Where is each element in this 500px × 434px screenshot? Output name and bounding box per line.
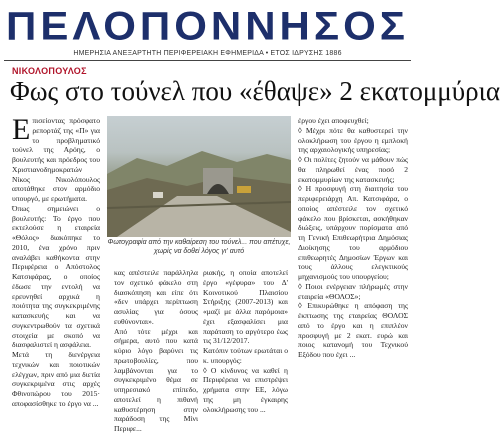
paragraph: Από τότε μέχρι και σήμερα, αυτό που κατά κύριο λόγο βαρύνει τις πρωτοβουλίες, που λαμβάνονται για το συγκεκριμένο θέμα σε υπηρεσιακό επίπεδο, αποτελεί η πιθανή καθυστέρηση στην παράδοση της Μίνι Περιφε... (114, 326, 198, 433)
paragraph: ριακής, η οποία αποτελεί έργο «γέφυρα» του Δ' Κοινοτικού Πλαισίου Στήριξης (2007-2013) και «μαζί με άλλα παρόμοια» έχει εξασφαλίσει μια παράταση το αργότερο έως τις 31/12/2017. (203, 268, 288, 346)
tunnel-construction-photo (107, 116, 291, 237)
article-column-2 (114, 268, 198, 433)
paragraph: Όπως σημειώνει ο βουλευτής: Το έργο που εκτελούσε η εταιρεία «Θόλος» διακόπηκε το 2010, ένα χρόνο πριν αναλάβει καθήκοντα στην Περιφέρεια ο Απόστολος Κατσιφάρας, ο οποίος έδωσε την εντολή να ερευνηθεί αρχικά η ποιότητα της συγκεκριμένης κατασκευής και να συγκεντρωθούν τα σχετικά στοιχεία με σκοπό να διασφαλιστεί η ασφάλεια. (12, 203, 100, 350)
photo-caption: Φωτογραφία από την καθαίρεση του τούνελ... που απέτυχε, χωρίς να δοθεί λόγος γι' αυτό (107, 239, 291, 255)
paragraph: έργου έχει αποφευχθεί; (298, 116, 369, 125)
article-author: ΝΙΚΟΛΟΠΟΥΛΟΣ (12, 66, 87, 76)
question-item: ◊ Ποιοι ενέργειαν πλήρωμές στην εταιρεία «ΘΟΛΟΣ»; (298, 281, 408, 301)
masthead-title: ΠΕΛΟΠΟΝΝΗΣΟΣ (6, 3, 409, 48)
paragraph: πισείοντας πρόσφατο ρεπορτάζ της «Π» για το προβληματικό τούνελ της Αρόης, ο βουλευτής και πρόεδρος του Χριστιανοδημοκρατών Νίκος Νικολόπουλος αποτάθηκε στον αρμόδιο υπουργό, με ερωτήματα. (12, 116, 100, 203)
paragraph: Κατόπιν τούτων ερωτάται ο κ. υπουργός: (203, 346, 289, 365)
paragraph: Μετά τη διενέργεια τεχνικών και ποιοτικών ελέγχων, πριν από μια διετία συγκεκριμένα στις αρχές Φθινοπώρου του 2015· αποφασίσθηκε το έργο να ... (12, 350, 100, 408)
article-column-1 (12, 113, 100, 409)
masthead-rule (4, 60, 411, 61)
drop-cap: Ε (12, 113, 31, 146)
question-item: ◊ Επικυρώθηκε η απόφαση της έκπτωσης της εταιρείας ΘΟΛΟΣ από το έργο και η επιπλέον προσφυγή με 2 εκατ. ευρώ και ποιος κατανομή του Τεχνικού Εξόδου που έχει ... (298, 301, 408, 359)
masthead (0, 0, 415, 58)
article-photo (107, 116, 291, 237)
question-item: ◊ Η προσφυγή στη διαιτησία του περιφερειάρχη Απ. Κατσιφάρα, ο οποίος απέστειλε τον σχετικό φάκελο που βρίσκεται, ασκήθηκαν διώξεις, υπάρχουν πορίσματα από τη Γενική Επιθεωρήτρια Δημόσιας Διοίκησης του αρμόδιου επιθεωρητές Δημοσίων Έργων και τους άλλους ελεγκτικούς μηχανισμούς του υπουργείου; (298, 184, 408, 281)
paragraph: ◊ Ο κίνδυνος να καθεί η Περιφέρεια να επιστρέψει χρήματα στην ΕΕ, λόγω της μη έγκαιρης ολοκλήρωσης του ... (203, 365, 288, 414)
article-column-4 (298, 116, 408, 409)
question-item: ◊ Μέχρι πότε θα καθυστερεί την ολοκλήρωση του έργου η εμπλοκή της αρχαιολογικής υπηρεσίας; (298, 125, 408, 155)
article-headline: Φως στο τούνελ που «έθαψε» 2 εκατομμύρια (10, 76, 500, 106)
question-item: ◊ Οι πολίτες ζητούν να μάθουν πώς θα πληρωθεί ένας ποσό 2 εκατομμυρίων της κατασκευής; (298, 155, 408, 184)
article-column-3 (203, 268, 289, 414)
masthead-subtitle: ΗΜΕΡΗΣΙΑ ΑΝΕΞΑΡΤΗΤΗ ΠΕΡΙΦΕΡΕΙΑΚΗ ΕΦΗΜΕΡΙΔΑ • ΕΤΟΣ ΙΔΡΥΣΗΣ 1886 (73, 50, 342, 57)
paragraph: κας απέστειλε παράλληλα τον σχετικό φάκελο στη διασκόπηση και είπε ότι «δεν υπάρχει περίπτωση ασυλίας για όσους ευθύνονται». (114, 268, 198, 326)
